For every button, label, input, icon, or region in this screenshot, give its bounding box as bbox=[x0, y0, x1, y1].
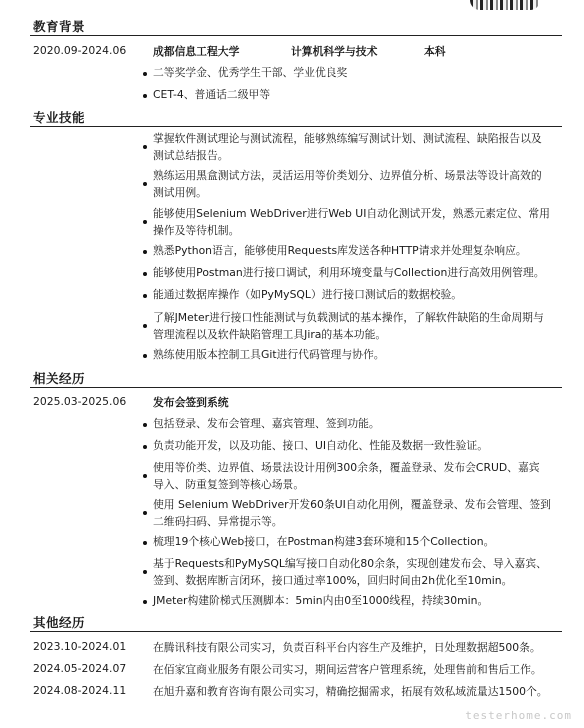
other-row-date: 2024.05-2024.07 bbox=[33, 662, 127, 675]
bullet-text: 测试用例。 bbox=[153, 186, 207, 199]
bullet-text: 测试总结报告。 bbox=[153, 149, 229, 162]
bullet-dot bbox=[143, 182, 147, 186]
bullet-dot bbox=[143, 220, 147, 224]
education-degree: 本科 bbox=[424, 45, 446, 58]
bullet-dot bbox=[143, 272, 147, 276]
bullet-dot bbox=[143, 250, 147, 254]
bullet-text: 签到、数据库断言闭环，接口通过率100%，回归时间由2h优化至10min。 bbox=[153, 574, 513, 587]
bullet-text: 能通过数据库操作（如PyMySQL）进行接口测试后的数据校验。 bbox=[153, 288, 463, 301]
bullet-text: 了解JMeter进行接口性能测试与负载测试的基本操作，了解软件缺陷的生命周期与 bbox=[153, 311, 544, 324]
bullet-text: JMeter构建阶梯式压测脚本：5min内由0至1000线程，持续30min。 bbox=[153, 594, 489, 607]
other-row-text: 在佰家宜商业服务有限公司实习，期间运营客户管理系统，处理售前和售后工作。 bbox=[153, 663, 542, 676]
other-row-date: 2024.08-2024.11 bbox=[33, 684, 127, 697]
bullet-text: 基于Requests和PyMySQL编写接口自动化80余条，实现创建发布会、导入嘉宾、 bbox=[153, 557, 547, 570]
bullet-dot bbox=[143, 423, 147, 427]
bullet-text: 能够使用Postman进行接口调试，利用环境变量与Collection进行高效用例管理。 bbox=[153, 266, 545, 279]
experience-project: 发布会签到系统 bbox=[153, 396, 229, 409]
bullet-text: 熟练运用黑盒测试方法，灵活运用等价类划分、边界值分析、场景法等设计高效的 bbox=[153, 169, 542, 182]
bullet-dot bbox=[143, 600, 147, 604]
bullet-dot bbox=[143, 445, 147, 449]
section-title-education: 教育背景 bbox=[33, 19, 86, 34]
bullet-text: 负责功能开发，以及功能、接口、UI自动化、性能及数据一致性验证。 bbox=[153, 439, 488, 452]
bullet-text: 包括登录、发布会管理、嘉宾管理、签到功能。 bbox=[153, 417, 380, 430]
section-title-experience: 相关经历 bbox=[33, 371, 86, 386]
bullet-text: 使用 Selenium WebDriver开发60条UI自动化用例，覆盖登录、发布会管理、签到 bbox=[153, 498, 551, 511]
bullet-text: 二维码扫码、异常提示等。 bbox=[153, 515, 283, 528]
bullet-dot bbox=[143, 511, 147, 515]
bullet-text: 梳理19个核心Web接口，在Postman构建3套环境和15个Collection。 bbox=[153, 535, 495, 548]
education-major: 计算机科学与技术 bbox=[291, 45, 378, 58]
section-divider bbox=[30, 126, 562, 127]
other-row-date: 2023.10-2024.01 bbox=[33, 640, 127, 653]
section-title-skills: 专业技能 bbox=[33, 110, 86, 125]
experience-period: 2025.03-2025.06 bbox=[33, 395, 127, 408]
bullet-text: 使用等价类、边界值、场景法设计用例300余条，覆盖登录、发布会CRUD、嘉宾 bbox=[153, 461, 540, 474]
bullet-dot bbox=[143, 474, 147, 478]
section-divider bbox=[30, 387, 562, 388]
bullet-text: 管理流程以及软件缺陷管理工具Jira的基本功能。 bbox=[153, 328, 387, 341]
bullet-dot bbox=[143, 354, 147, 358]
other-row-text: 在旭升嘉和教育咨询有限公司实习，精确挖掘需求，拓展有效私域流量达1500个。 bbox=[153, 685, 548, 698]
bullet-text: 导入、防重复签到等核心场景。 bbox=[153, 478, 305, 491]
bullet-text: 熟悉Python语言，能够使用Requests库发送各种HTTP请求并处理复杂响应。 bbox=[153, 244, 527, 257]
bullet-text: 二等奖学金、优秀学生干部、学业优良奖 bbox=[153, 66, 348, 79]
education-period: 2020.09-2024.06 bbox=[33, 44, 127, 57]
watermark: testerhome.com bbox=[465, 709, 572, 722]
bullet-text: 熟练使用版本控制工具Git进行代码管理与协作。 bbox=[153, 348, 385, 361]
bullet-dot bbox=[143, 145, 147, 149]
bullet-dot bbox=[143, 94, 147, 98]
bullet-dot bbox=[143, 294, 147, 298]
bullet-text: 操作及等待机制。 bbox=[153, 224, 240, 237]
bullet-dot bbox=[143, 324, 147, 328]
bullet-text: CET-4、普通话二级甲等 bbox=[153, 88, 271, 101]
bullet-dot bbox=[143, 72, 147, 76]
bullet-dot bbox=[143, 541, 147, 545]
education-school: 成都信息工程大学 bbox=[153, 45, 240, 58]
bullet-dot bbox=[143, 570, 147, 574]
profile-photo-fragment bbox=[470, 0, 540, 10]
bullet-text: 掌握软件测试理论与测试流程，能够熟练编写测试计划、测试流程、缺陷报告以及 bbox=[153, 132, 542, 145]
other-row-text: 在腾讯科技有限公司实习，负责百科平台内容生产及维护，日处理数据超500条。 bbox=[153, 641, 541, 654]
section-title-other: 其他经历 bbox=[33, 615, 86, 630]
section-divider bbox=[30, 631, 562, 632]
bullet-text: 能够使用Selenium WebDriver进行Web UI自动化测试开发，熟悉元素定位、常用 bbox=[153, 207, 550, 220]
section-divider bbox=[30, 35, 562, 36]
